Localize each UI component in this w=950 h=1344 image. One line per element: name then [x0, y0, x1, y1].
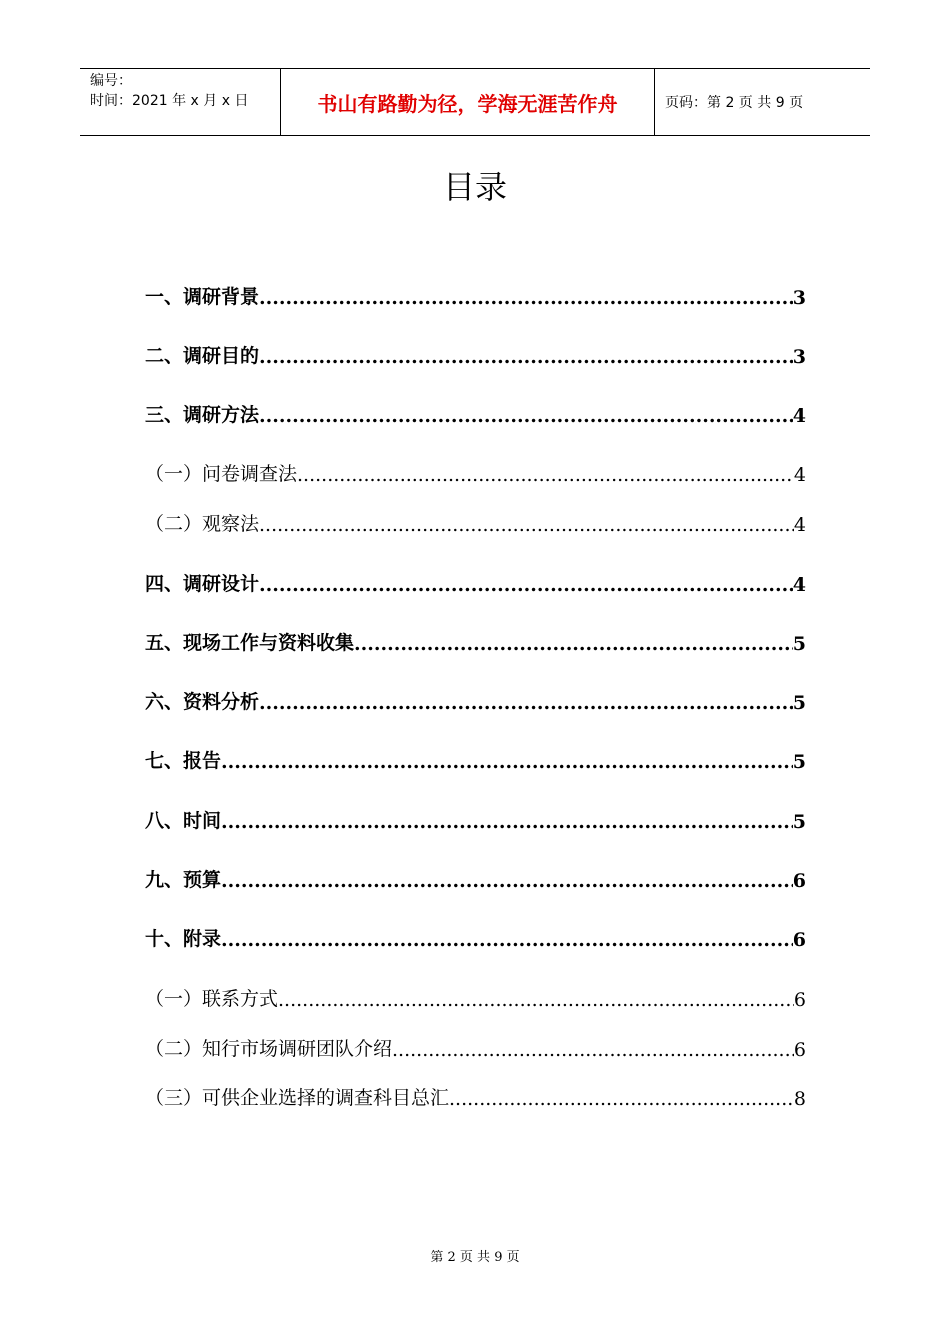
toc-entry-label: （三）可供企业选择的调查科目总汇	[145, 1087, 450, 1109]
document-date: 时间：2021 年 x 月 x 日	[90, 93, 249, 109]
toc-entry-page: 6	[792, 870, 806, 892]
toc-entry-page: 6	[792, 929, 806, 951]
toc-entry-label: 十、附录	[145, 928, 222, 950]
toc-entry-label: 三、调研方法	[145, 404, 260, 426]
toc-entry-page: 5	[792, 811, 806, 833]
toc-entry-label: 四、调研设计	[145, 573, 260, 595]
toc-leader-dots	[221, 751, 793, 773]
toc-entry-page: 4	[792, 405, 806, 427]
toc-entry-page: 8	[793, 1088, 806, 1110]
toc-entry[interactable]	[145, 746, 806, 773]
toc-entry[interactable]	[145, 569, 806, 596]
toc-entry-label: 六、资料分析	[145, 691, 260, 713]
toc-leader-dots	[259, 514, 794, 536]
page-header	[80, 68, 870, 136]
toc-leader-dots	[221, 929, 793, 951]
toc-entry[interactable]	[145, 628, 806, 655]
document-number: 编号：	[90, 73, 132, 89]
toc-entry-label: （二）知行市场调研团队介绍	[145, 1038, 393, 1060]
toc-entry[interactable]	[145, 924, 806, 951]
toc-leader-dots	[221, 870, 793, 892]
toc-entry[interactable]	[145, 509, 806, 536]
toc-entry-label: （一）联系方式	[145, 988, 279, 1010]
toc-entry-page: 4	[793, 514, 806, 536]
toc-leader-dots	[259, 405, 793, 427]
toc-entry-page: 6	[793, 1039, 806, 1061]
toc-entry-page: 3	[792, 346, 806, 368]
toc-entry-label: 五、现场工作与资料收集	[145, 632, 355, 654]
toc-leader-dots	[259, 574, 793, 596]
header-page-info: 页码：第 2 页 共 9 页	[665, 95, 804, 111]
toc-leader-dots	[259, 346, 793, 368]
toc-entry-page: 4	[792, 574, 806, 596]
toc-entry[interactable]	[145, 400, 806, 427]
toc-entry-label: 九、预算	[145, 869, 222, 891]
toc-leader-dots	[221, 811, 793, 833]
toc-entry[interactable]	[145, 459, 806, 486]
toc-entry-label: 八、时间	[145, 810, 222, 832]
toc-entry[interactable]	[145, 1083, 806, 1110]
toc-entry-label: 二、调研目的	[145, 345, 260, 367]
toc-entry-page: 4	[793, 464, 806, 486]
page-footer: 第 2 页 共 9 页	[430, 1250, 520, 1265]
toc-entry-label: 七、报告	[145, 750, 222, 772]
toc-entry[interactable]	[145, 1034, 806, 1061]
header-meta	[80, 69, 281, 135]
toc-entry-page: 5	[792, 751, 806, 773]
page-title: 目录	[442, 168, 507, 206]
toc-entry[interactable]	[145, 806, 806, 833]
toc-leader-dots	[392, 1039, 794, 1061]
toc-leader-dots	[259, 692, 793, 714]
toc-entry[interactable]	[145, 687, 806, 714]
toc-entry-page: 5	[792, 692, 806, 714]
toc-leader-dots	[354, 633, 793, 655]
toc-entry[interactable]	[145, 984, 806, 1011]
toc-entry-label: （一）问卷调查法	[145, 463, 298, 485]
toc-leader-dots	[449, 1088, 794, 1110]
toc-entry-label: （二）观察法	[145, 513, 260, 535]
toc-entry-label: 一、调研背景	[145, 286, 260, 308]
toc-entry-page: 6	[793, 989, 806, 1011]
toc-leader-dots	[297, 464, 794, 486]
toc-entry[interactable]	[145, 282, 806, 309]
toc-entry[interactable]	[145, 341, 806, 368]
toc-leader-dots	[278, 989, 794, 1011]
toc-entry-page: 3	[792, 287, 806, 309]
header-motto: 书山有路勤为径，学海无涯苦作舟	[281, 69, 655, 135]
toc-leader-dots	[259, 287, 793, 309]
toc-entry-page: 5	[792, 633, 806, 655]
toc-entry[interactable]	[145, 865, 806, 892]
